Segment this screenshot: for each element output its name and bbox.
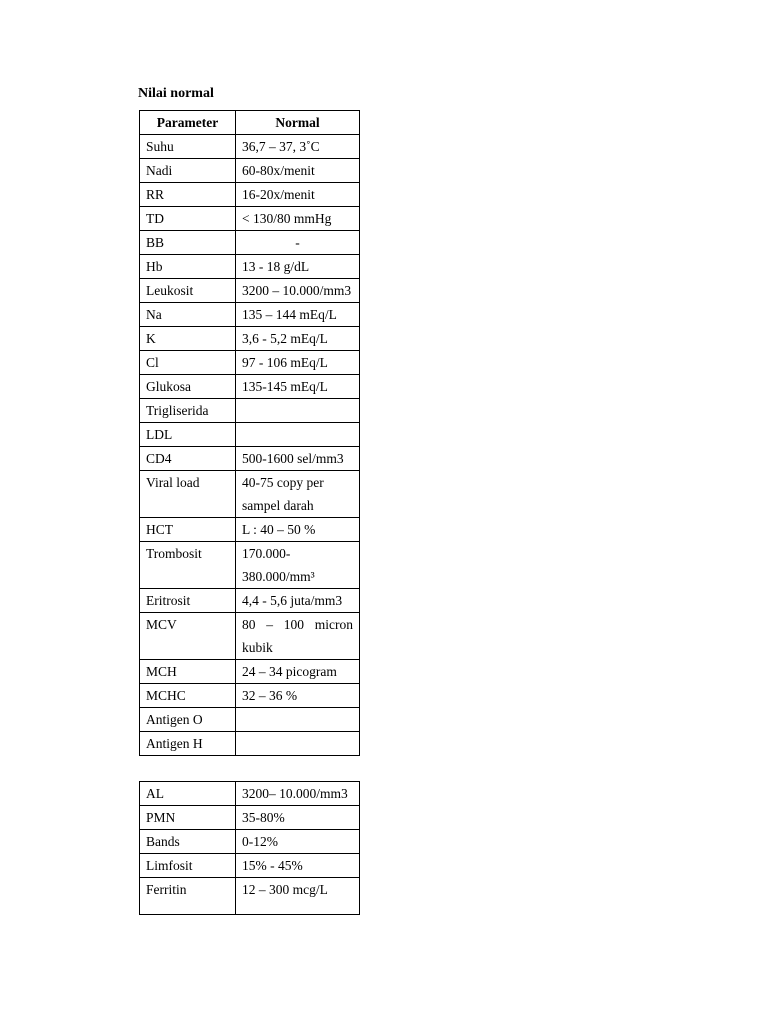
table-row [140, 159, 360, 183]
normal-value-cell: 60-80x/menit [236, 159, 360, 183]
parameter-cell: Trigliserida [140, 399, 236, 423]
table-row [140, 878, 360, 915]
normal-value-cell: 16-20x/menit [236, 183, 360, 207]
parameter-cell: Leukosit [140, 279, 236, 303]
table-row [140, 207, 360, 231]
normal-value-cell: < 130/80 mmHg [236, 207, 360, 231]
normal-value-cell: 3200 – 10.000/mm3 [236, 279, 360, 303]
table-row [140, 542, 360, 589]
table-row [140, 303, 360, 327]
table-row [140, 183, 360, 207]
normal-value-cell: 3200– 10.000/mm3 [236, 782, 360, 806]
normal-value-cell: 24 – 34 picogram [236, 660, 360, 684]
parameter-cell: Antigen O [140, 708, 236, 732]
table-row [140, 782, 360, 806]
normal-value-cell [236, 732, 360, 756]
normal-value-cell: 170.000- 380.000/mm³ [236, 542, 360, 589]
parameter-cell: CD4 [140, 447, 236, 471]
normal-value-cell: 35-80% [236, 806, 360, 830]
parameter-cell: K [140, 327, 236, 351]
normal-value-cell: 15% - 45% [236, 854, 360, 878]
normal-value-cell: 135 – 144 mEq/L [236, 303, 360, 327]
parameter-cell: Cl [140, 351, 236, 375]
parameter-cell: Viral load [140, 471, 236, 518]
blood-count-table [139, 781, 360, 915]
table-row [140, 854, 360, 878]
table-row [140, 399, 360, 423]
normal-value-cell: - [236, 231, 360, 255]
parameter-cell: Trombosit [140, 542, 236, 589]
table-row [140, 518, 360, 542]
parameter-cell: LDL [140, 423, 236, 447]
table-row [140, 589, 360, 613]
normal-value-cell: 36,7 – 37, 3˚C [236, 135, 360, 159]
table-row [140, 708, 360, 732]
parameter-cell: Nadi [140, 159, 236, 183]
parameter-cell: Glukosa [140, 375, 236, 399]
normal-value-cell: 80 – 100 micron kubik [236, 613, 360, 660]
normal-value-cell: 97 - 106 mEq/L [236, 351, 360, 375]
table-row [140, 351, 360, 375]
parameter-cell: Antigen H [140, 732, 236, 756]
table-row [140, 375, 360, 399]
parameter-cell: HCT [140, 518, 236, 542]
normal-value-cell: 40-75 copy per sampel darah [236, 471, 360, 518]
normal-value-cell: 32 – 36 % [236, 684, 360, 708]
table-row [140, 135, 360, 159]
table-row [140, 684, 360, 708]
parameter-cell: MCH [140, 660, 236, 684]
normal-value-cell: 13 - 18 g/dL [236, 255, 360, 279]
normal-value-cell: L : 40 – 50 % [236, 518, 360, 542]
parameter-cell: PMN [140, 806, 236, 830]
parameter-cell: Na [140, 303, 236, 327]
table-row [140, 423, 360, 447]
parameter-cell: Limfosit [140, 854, 236, 878]
header-parameter: Parameter [140, 111, 236, 135]
parameter-cell: BB [140, 231, 236, 255]
parameter-cell: Suhu [140, 135, 236, 159]
table-row [140, 732, 360, 756]
parameter-cell: TD [140, 207, 236, 231]
normal-values-table [139, 110, 360, 756]
normal-value-cell [236, 708, 360, 732]
normal-value-cell: 4,4 - 5,6 juta/mm3 [236, 589, 360, 613]
table-header-row [140, 111, 360, 135]
header-normal: Normal [236, 111, 360, 135]
table-row [140, 613, 360, 660]
parameter-cell: RR [140, 183, 236, 207]
parameter-cell: MCHC [140, 684, 236, 708]
parameter-cell: Ferritin [140, 878, 236, 915]
table-row [140, 279, 360, 303]
table-row [140, 327, 360, 351]
parameter-cell: AL [140, 782, 236, 806]
parameter-cell: Bands [140, 830, 236, 854]
parameter-cell: Hb [140, 255, 236, 279]
parameter-cell: Eritrosit [140, 589, 236, 613]
table-row [140, 830, 360, 854]
normal-value-cell [236, 399, 360, 423]
table-row [140, 806, 360, 830]
parameter-cell: MCV [140, 613, 236, 660]
normal-value-cell [236, 423, 360, 447]
normal-value-cell: 12 – 300 mcg/L [236, 878, 360, 915]
table-row [140, 255, 360, 279]
normal-value-cell: 0-12% [236, 830, 360, 854]
table-row [140, 660, 360, 684]
normal-value-cell: 500-1600 sel/mm3 [236, 447, 360, 471]
normal-value-cell: 135-145 mEq/L [236, 375, 360, 399]
table-row [140, 471, 360, 518]
table-row [140, 231, 360, 255]
normal-value-cell: 3,6 - 5,2 mEq/L [236, 327, 360, 351]
page-title: Nilai normal [138, 86, 214, 101]
table-row [140, 447, 360, 471]
